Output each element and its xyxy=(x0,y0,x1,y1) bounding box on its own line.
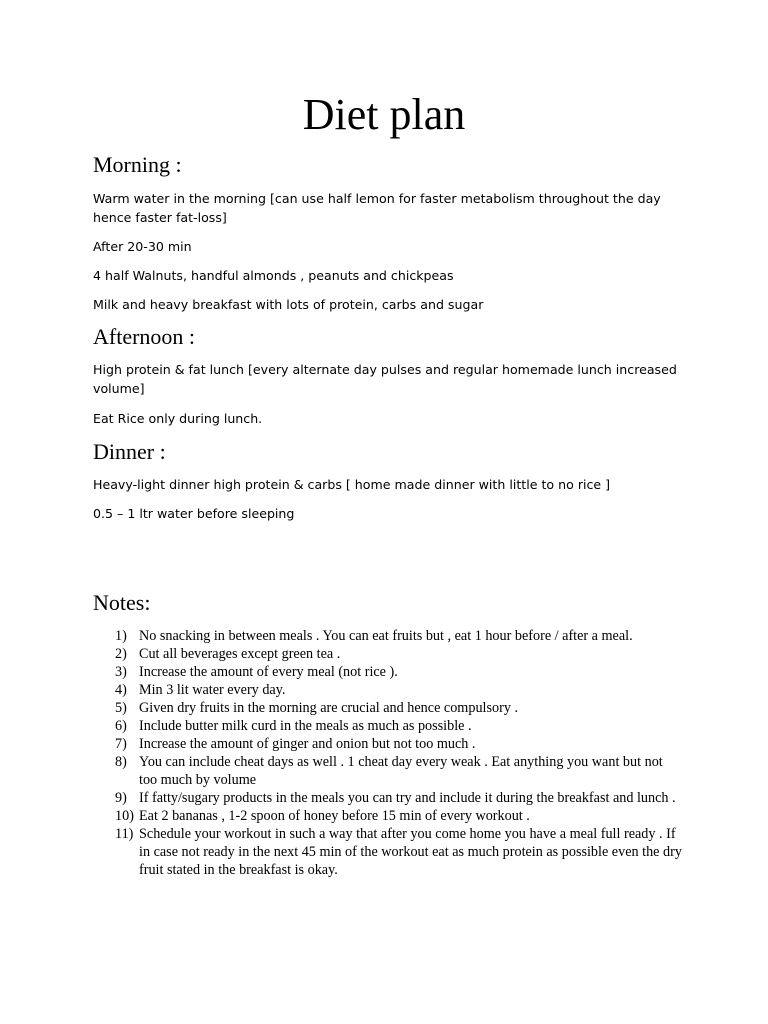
list-item-number: 10) xyxy=(115,808,134,824)
list-item-text: Schedule your workout in such a way that after you come home you have a meal full ready . If in case not ready in the next 45 min of the workout eat as much protein as possible even the dry fruit stated in the breakfast is okay. xyxy=(139,826,682,878)
notes-list-item xyxy=(93,807,683,825)
morning-paragraph-1: Warm water in the morning [can use half lemon for faster metabolism throughout the day hence faster fat-loss] xyxy=(93,191,661,225)
list-item-number: 7) xyxy=(115,736,127,752)
notes-list-item xyxy=(93,699,683,717)
notes-list-item xyxy=(93,789,683,807)
notes-list xyxy=(93,627,683,879)
list-item-number: 2) xyxy=(115,646,127,662)
list-item-number: 4) xyxy=(115,682,127,698)
morning-paragraph-4: Milk and heavy breakfast with lots of protein, carbs and sugar xyxy=(93,297,484,312)
notes-list-item xyxy=(93,753,683,789)
list-item-text: Cut all beverages except green tea . xyxy=(139,646,341,662)
afternoon-heading: Afternoon : xyxy=(93,324,196,349)
morning-heading: Morning : xyxy=(93,152,182,177)
list-item-text: Min 3 lit water every day. xyxy=(139,682,286,698)
notes-list-item xyxy=(93,645,683,663)
afternoon-paragraph-2: Eat Rice only during lunch. xyxy=(93,411,263,426)
notes-list-item xyxy=(93,663,683,681)
notes-list-item xyxy=(93,717,683,735)
notes-heading: Notes: xyxy=(93,590,151,615)
dinner-paragraph-2: 0.5 – 1 ltr water before sleeping xyxy=(93,506,295,521)
list-item-text: If fatty/sugary products in the meals you can try and include it during the breakfast and lunch . xyxy=(139,790,676,806)
notes-list-item xyxy=(93,825,683,879)
list-item-text: Given dry fruits in the morning are crucial and hence compulsory . xyxy=(139,700,519,716)
page-title: Diet plan xyxy=(302,90,466,139)
list-item-number: 6) xyxy=(115,718,127,734)
list-item-text: You can include cheat days as well . 1 cheat day every weak . Eat anything you want but not too much by volume xyxy=(139,754,663,788)
list-item-number: 9) xyxy=(115,790,127,806)
list-item-number: 11) xyxy=(115,826,134,842)
notes-list-item xyxy=(93,735,683,753)
list-item-text: Include butter milk curd in the meals as much as possible . xyxy=(139,718,472,734)
notes-list-item xyxy=(93,627,683,645)
list-item-text: Eat 2 bananas , 1-2 spoon of honey before 15 min of every workout . xyxy=(139,808,530,824)
morning-paragraph-3: 4 half Walnuts, handful almonds , peanuts and chickpeas xyxy=(93,268,454,283)
list-item-number: 8) xyxy=(115,754,127,770)
list-item-text: No snacking in between meals . You can eat fruits but , eat 1 hour before / after a meal. xyxy=(139,628,633,644)
list-item-text: Increase the amount of every meal (not rice ). xyxy=(139,664,398,680)
list-item-number: 3) xyxy=(115,664,127,680)
notes-list-item xyxy=(93,681,683,699)
morning-paragraph-2: After 20-30 min xyxy=(93,239,192,254)
list-item-text: Increase the amount of ginger and onion but not too much . xyxy=(139,736,476,752)
dinner-paragraph-1: Heavy-light dinner high protein & carbs [ home made dinner with little to no rice ] xyxy=(93,477,611,492)
dinner-heading: Dinner : xyxy=(93,439,166,464)
list-item-number: 1) xyxy=(115,628,127,644)
afternoon-paragraph-1: High protein & fat lunch [every alternate day pulses and regular homemade lunch increased volume] xyxy=(93,362,677,396)
list-item-number: 5) xyxy=(115,700,127,716)
